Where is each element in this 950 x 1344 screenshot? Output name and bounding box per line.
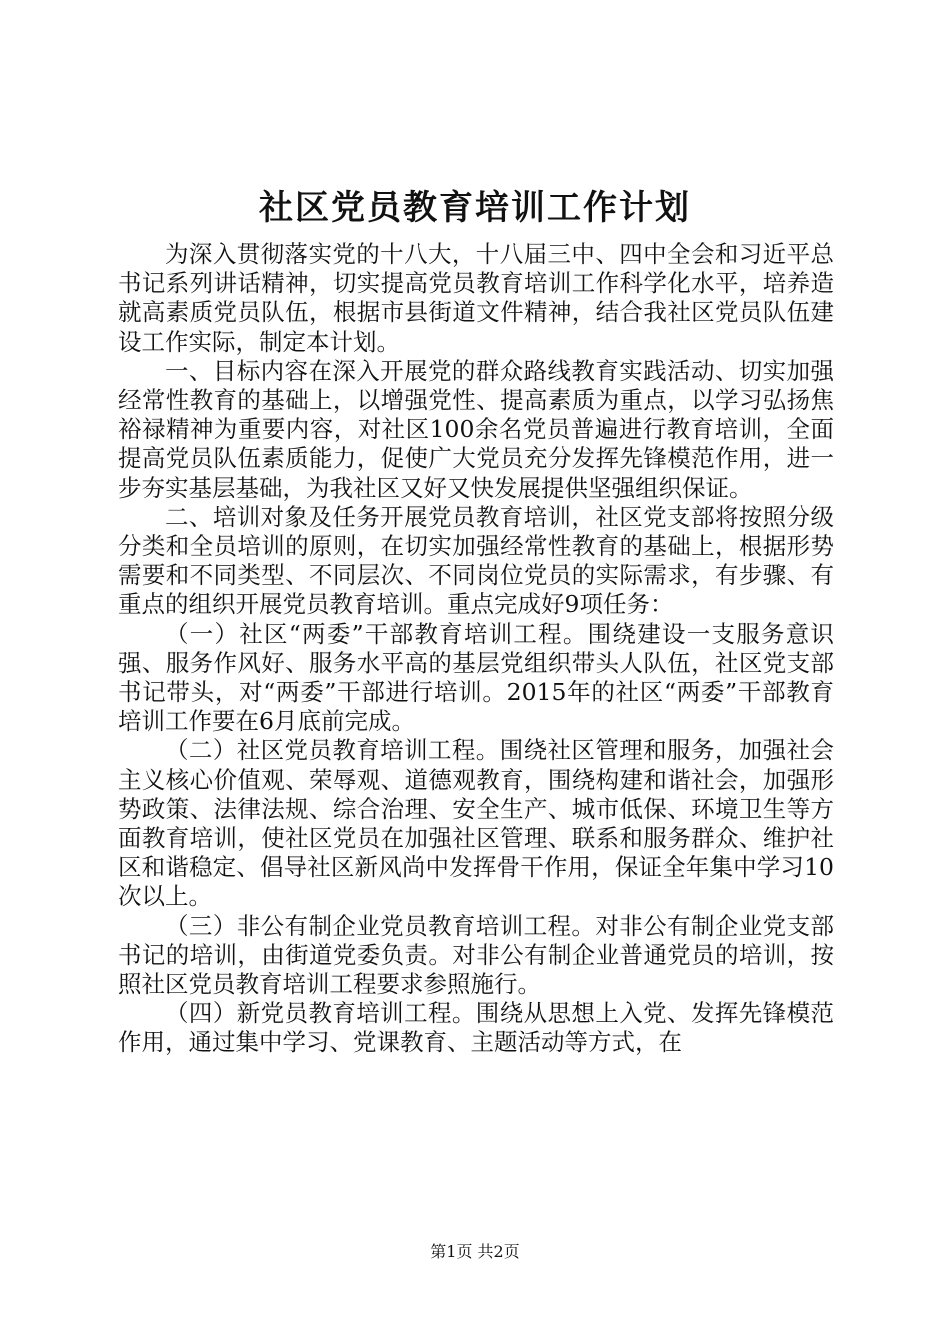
paragraph-task-4: （四）新党员教育培训工程。围绕从思想上入党、发挥先锋模范作用，通过集中学习、党课教育、主题活动等方式，在 — [118, 999, 834, 1057]
document-title: 社区党员教育培训工作计划 — [259, 188, 691, 228]
paragraph-task-2: （二）社区党员教育培训工程。围绕社区管理和服务，加强社会主义核心价值观、荣辱观、道德观教育，围绕构建和谐社会，加强形势政策、法律法规、综合治理、安全生产、城市低保、环境卫生等方面教育培训，使社区党员在加强社区管理、联系和服务群众、维护社区和谐稳定、倡导社区新风尚中发挥骨干作用，保证全年集中学习10次以上。 — [118, 736, 834, 911]
paragraph-section-1-goals: 一、目标内容在深入开展党的群众路线教育实践活动、切实加强经常性教育的基础上，以增强党性、提高素质为重点，以学习弘扬焦裕禄精神为重要内容，对社区100余名党员普遍进行教育培训，全面提高党员队伍素质能力，促使广大党员充分发挥先锋模范作用，进一步夯实基层基础，为我社区又好又快发展提供坚强组织保证。 — [118, 356, 834, 502]
paragraph-intro: 为深入贯彻落实党的十八大，十八届三中、四中全会和习近平总书记系列讲话精神，切实提高党员教育培训工作科学化水平，培养造就高素质党员队伍，根据市县街道文件精神，结合我社区党员队伍建设工作实际，制定本计划。 — [118, 240, 834, 356]
paragraph-task-1: （一）社区“两委”干部教育培训工程。围绕建设一支服务意识强、服务作风好、服务水平高的基层党组织带头人队伍，社区党支部书记带头，对“两委”干部进行培训。2015年的社区“两委”干部教育培训工作要在6月底前完成。 — [118, 619, 834, 736]
page-footer — [0, 1240, 950, 1264]
paragraph-task-3: （三）非公有制企业党员教育培训工程。对非公有制企业党支部书记的培训，由街道党委负责。对非公有制企业普通党员的培训，按照社区党员教育培训工程要求参照施行。 — [118, 911, 834, 999]
paragraph-section-2-targets: 二、培训对象及任务开展党员教育培训，社区党支部将按照分级分类和全员培训的原则，在切实加强经常性教育的基础上，根据形势需要和不同类型、不同层次、不同岗位党员的实际需求，有步骤、有重点的组织开展党员教育培训。重点完成好9项任务： — [118, 502, 834, 619]
document-body — [118, 240, 834, 1058]
page-indicator: 第1页 共2页 — [430, 1242, 520, 1261]
